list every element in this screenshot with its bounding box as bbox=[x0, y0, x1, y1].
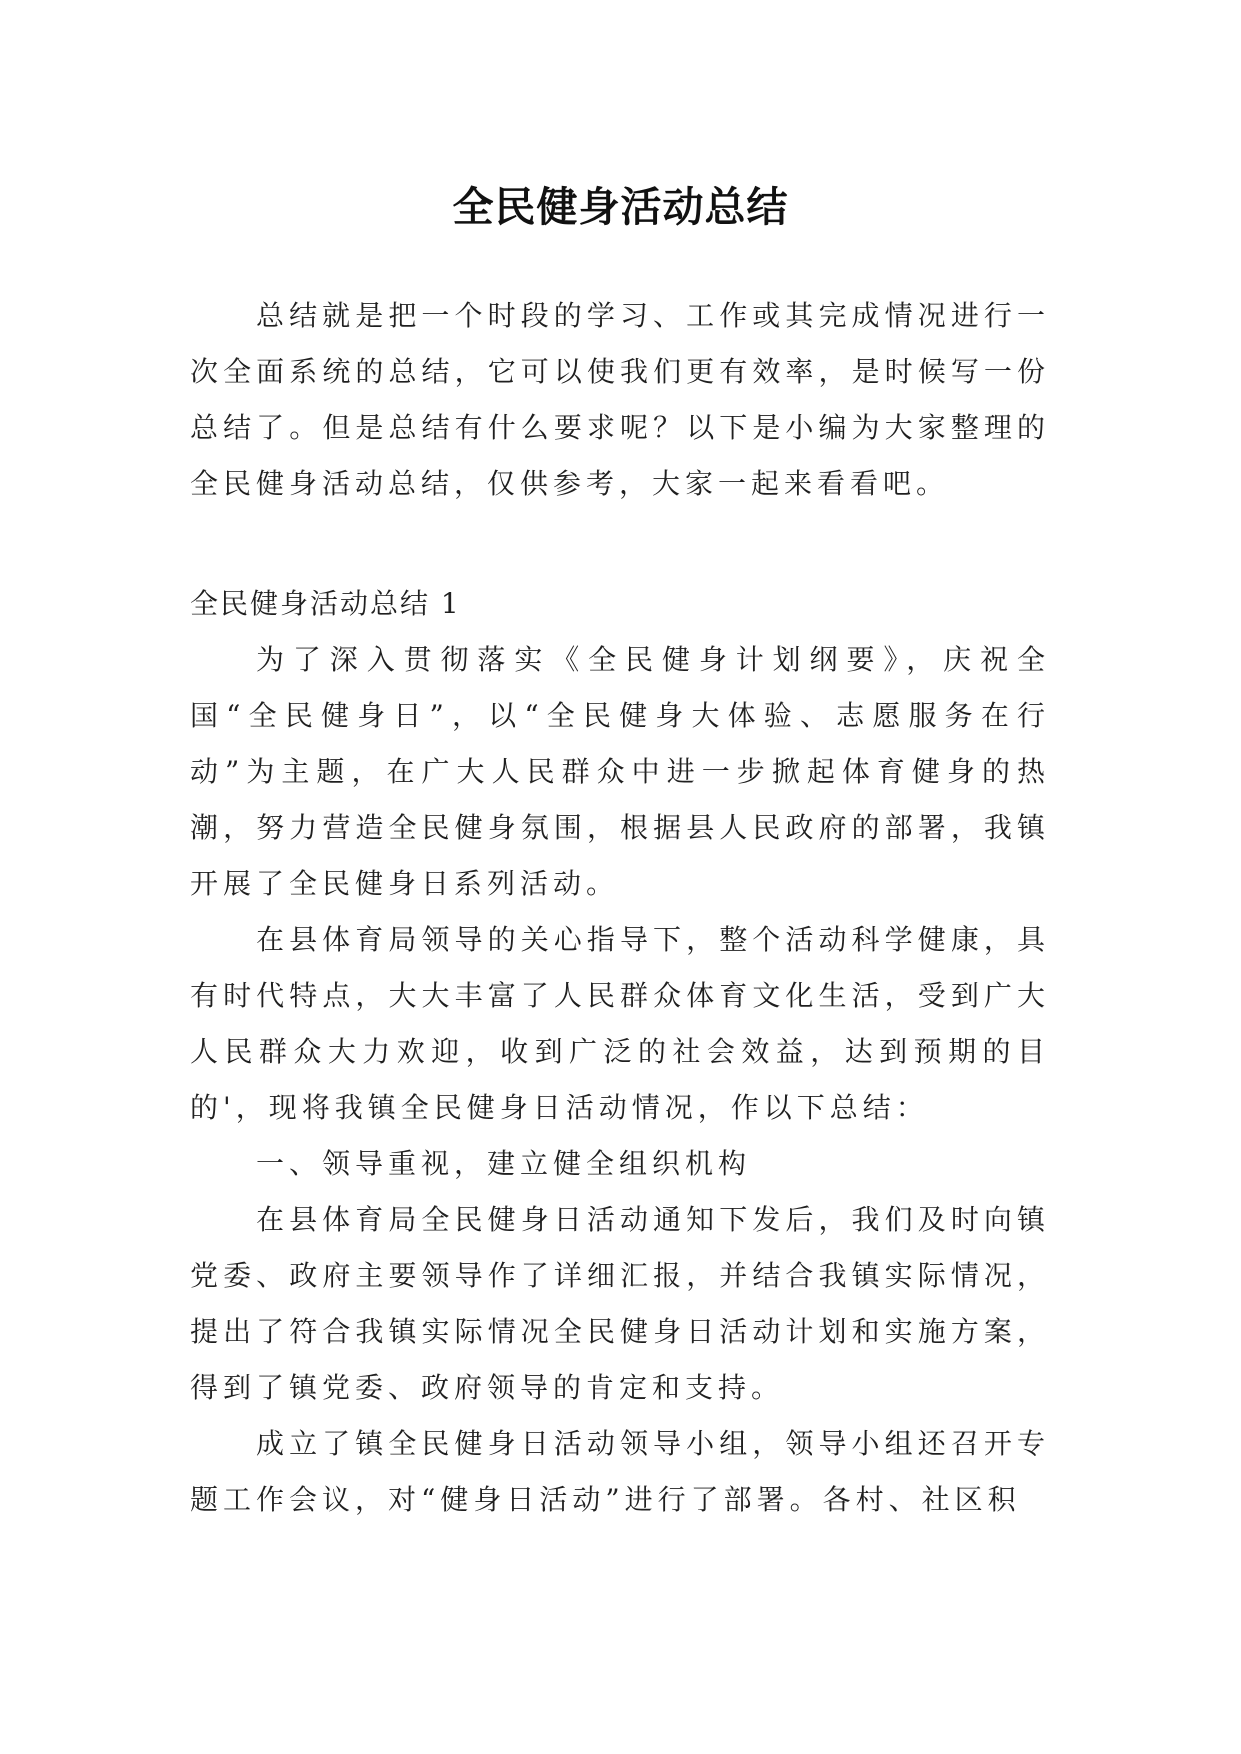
body-paragraph: 成立了镇全民健身日活动领导小组，领导小组还召开专题工作会议，对“健身日活动”进行了部署。各村、社区积 bbox=[190, 1427, 1050, 1516]
body-paragraph: 为了深入贯彻落实《全民健身计划纲要》，庆祝全国“全民健身日”，以“全民健身大体验、志愿服务在行动”为主题，在广大人民群众中进一步掀起体育健身的热潮，努力营造全民健身氛围，根据县人民政府的部署，我镇开展了全民健身日系列活动。 bbox=[190, 643, 1050, 900]
document-title: 全民健身活动总结 bbox=[452, 183, 789, 232]
body-paragraph: 在县体育局领导的关心指导下，整个活动科学健康，具有时代特点，大大丰富了人民群众体育文化生活，受到广大人民群众大力欢迎，收到广泛的社会效益，达到预期的目的'，现将我镇全民健身日活动情况，作以下总结： bbox=[190, 923, 1050, 1124]
section-heading: 全民健身活动总结 1 bbox=[190, 587, 461, 620]
subsection-heading: 一、领导重视，建立健全组织机构 bbox=[256, 1147, 752, 1180]
body-paragraph: 在县体育局全民健身日活动通知下发后，我们及时向镇党委、政府主要领导作了详细汇报，并结合我镇实际情况，提出了符合我镇实际情况全民健身日活动计划和实施方案，得到了镇党委、政府领导的肯定和支持。 bbox=[190, 1203, 1050, 1404]
intro-paragraph: 总结就是把一个时段的学习、工作或其完成情况进行一次全面系统的总结，它可以使我们更有效率，是时候写一份总结了。但是总结有什么要求呢？以下是小编为大家整理的全民健身活动总结，仅供参考，大家一起来看看吧。 bbox=[190, 299, 1050, 500]
